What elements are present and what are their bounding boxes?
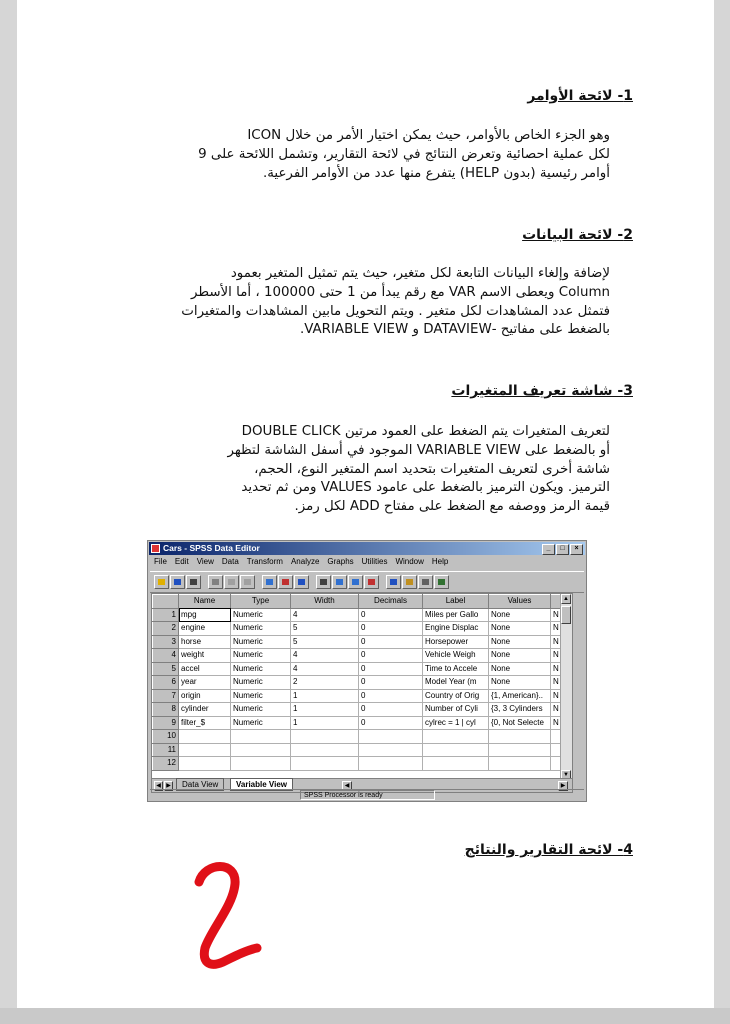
grid-cell[interactable]	[489, 757, 551, 771]
paragraph-line: لكل عملية احصائية وتعرض النتائج في لائحة التقارير، وتشمل اللائحة على 9	[198, 146, 610, 162]
grid-cell[interactable]: filter_$	[179, 716, 231, 730]
grid-cell[interactable]: Horsepower	[423, 635, 489, 649]
grid-cell[interactable]: Numeric	[231, 689, 291, 703]
grid-cell[interactable]: N	[551, 703, 563, 717]
menu-analyze[interactable]: Analyze	[290, 557, 320, 566]
table-row[interactable]	[153, 703, 563, 717]
split-file-icon[interactable]	[364, 575, 379, 589]
row-number[interactable]: 2	[153, 622, 179, 636]
grid-cell[interactable]: None	[489, 635, 551, 649]
grid-cell[interactable]	[179, 743, 231, 757]
row-number[interactable]: 10	[153, 730, 179, 744]
grid-cell[interactable]	[359, 757, 423, 771]
section-1-paragraph	[130, 127, 610, 183]
table-row[interactable]	[153, 757, 563, 771]
window-title: Cars - SPSS Data Editor	[163, 543, 260, 553]
toolbar	[150, 571, 584, 593]
grid-cell[interactable]: horse	[179, 635, 231, 649]
menu-window[interactable]: Window	[395, 557, 424, 566]
grid-cell[interactable]: 1	[291, 689, 359, 703]
use-sets-icon[interactable]	[434, 575, 449, 589]
grid-cell[interactable]	[423, 730, 489, 744]
handwritten-number	[185, 858, 265, 978]
row-number[interactable]: 3	[153, 635, 179, 649]
corner-cell[interactable]	[153, 595, 179, 609]
find-icon[interactable]	[316, 575, 331, 589]
grid-cell[interactable]: Numeric	[231, 716, 291, 730]
window-titlebar	[149, 542, 585, 555]
menu-bar	[150, 556, 584, 568]
grid-cell[interactable]: None	[489, 608, 551, 622]
grid-cell[interactable]	[359, 743, 423, 757]
grid-cell[interactable]: cylrec = 1 | cyl	[423, 716, 489, 730]
row-number[interactable]: 7	[153, 689, 179, 703]
scroll-down-arrow[interactable]: ▼	[561, 770, 571, 780]
table-row[interactable]	[153, 743, 563, 757]
grid-cell[interactable]: accel	[179, 662, 231, 676]
paragraph-line: لإضافة وإلغاء البيانات التابعة لكل متغير، حيث يتم تمثيل المتغير بعمود	[230, 266, 610, 281]
minimize-button[interactable]: _	[542, 544, 555, 555]
grid-cell[interactable]: N	[551, 622, 563, 636]
print-icon[interactable]	[186, 575, 201, 589]
grid-cell[interactable]: 0	[359, 703, 423, 717]
section-4-heading: 4- لائحة التقارير والنتائج	[464, 842, 633, 858]
grid-cell[interactable]: Model Year (m	[423, 676, 489, 690]
grid-cell[interactable]: Numeric	[231, 635, 291, 649]
grid-cell[interactable]: Numeric	[231, 649, 291, 663]
save-icon[interactable]	[170, 575, 185, 589]
grid-cell[interactable]	[291, 757, 359, 771]
grid-cell[interactable]: origin	[179, 689, 231, 703]
scroll-thumb[interactable]	[561, 606, 571, 624]
weight-cases-icon[interactable]	[386, 575, 401, 589]
grid-cell[interactable]: 1	[291, 716, 359, 730]
grid-cell[interactable]: 5	[291, 622, 359, 636]
section-3-heading: 3- شاشة تعريف المتغيرات	[451, 383, 633, 399]
grid-cell[interactable]: Numeric	[231, 703, 291, 717]
handwritten-stroke	[199, 867, 257, 965]
menu-utilities[interactable]: Utilities	[361, 557, 388, 566]
grid-cell[interactable]: 4	[291, 608, 359, 622]
grid-cell[interactable]: Engine Displac	[423, 622, 489, 636]
hscroll-left-arrow[interactable]: ◀	[342, 781, 352, 791]
grid-cell[interactable]	[291, 730, 359, 744]
undo-icon[interactable]	[224, 575, 239, 589]
grid-cell[interactable]: N	[551, 676, 563, 690]
bottom-margin	[0, 1008, 730, 1024]
grid-cell[interactable]: 0	[359, 716, 423, 730]
column-header[interactable]: Name	[179, 595, 231, 609]
close-button[interactable]: ×	[570, 544, 583, 555]
grid-cell[interactable]: 0	[359, 608, 423, 622]
dialog-recall-icon[interactable]	[208, 575, 223, 589]
grid-cell[interactable]	[179, 757, 231, 771]
paragraph-line: Column ويعطى الاسم VAR مع رقم يبدأ من 1 حتى 100000 ، أما الأسطر	[190, 284, 610, 300]
grid-cell[interactable]	[231, 757, 291, 771]
menu-transform[interactable]: Transform	[246, 557, 283, 566]
goto-case-icon[interactable]	[278, 575, 293, 589]
menu-edit[interactable]: Edit	[174, 557, 189, 566]
grid-cell[interactable]: N	[551, 649, 563, 663]
menu-file[interactable]: File	[154, 557, 167, 566]
grid-cell[interactable]	[179, 730, 231, 744]
tab-scroll-left[interactable]: ◀	[154, 781, 163, 791]
grid-cell[interactable]: {1, American}..	[489, 689, 551, 703]
paragraph-line: فتمثل عدد المشاهدات لكل متغير . ويتم التحويل مابين المشاهدات والمتغيرات	[181, 303, 610, 319]
grid-cell[interactable]: Numeric	[231, 676, 291, 690]
row-number[interactable]: 5	[153, 662, 179, 676]
row-number[interactable]: 12	[153, 757, 179, 771]
grid-cell[interactable]: Country of Orig	[423, 689, 489, 703]
grid-cell[interactable]	[489, 730, 551, 744]
table-row[interactable]	[153, 635, 563, 649]
grid-cell[interactable]: 4	[291, 649, 359, 663]
grid-cell[interactable]: 0	[359, 622, 423, 636]
paragraph-line: أوامر رئيسية (بدون HELP) يتفرع منها عدد من الأوامر الفرعية.	[262, 165, 610, 181]
grid-cell[interactable]	[231, 730, 291, 744]
vertical-scrollbar[interactable]	[560, 594, 572, 780]
grid-cell[interactable]: None	[489, 662, 551, 676]
value-labels-icon[interactable]	[418, 575, 433, 589]
grid-cell[interactable]: Time to Accele	[423, 662, 489, 676]
table-row[interactable]	[153, 622, 563, 636]
grid-cell[interactable]	[291, 743, 359, 757]
grid-cell[interactable]: Numeric	[231, 622, 291, 636]
section-2-paragraph	[130, 265, 610, 340]
column-header[interactable]: Values	[489, 595, 551, 609]
goto-chart-icon[interactable]	[262, 575, 277, 589]
table-row[interactable]	[153, 730, 563, 744]
grid-cell[interactable]: {3, 3 Cylinders	[489, 703, 551, 717]
grid-cell[interactable]	[231, 743, 291, 757]
grid-cell[interactable]: Numeric	[231, 662, 291, 676]
paragraph-line: بالضغط على مفاتيح -DATAVIEW و VARIABLE VIEW.	[299, 322, 610, 338]
grid-cell[interactable]: N	[551, 716, 563, 730]
paragraph-line: شاشة أخرى لتعريف المتغيرات بتحديد اسم المتغير النوع، الحجم،	[254, 461, 610, 477]
grid-cell[interactable]: 1	[291, 703, 359, 717]
paragraph-line: وهو الجزء الخاص بالأوامر، حيث يمكن اختيار الأمر من خلال ICON	[247, 128, 610, 143]
grid-cell[interactable]: N	[551, 662, 563, 676]
column-header[interactable]: Label	[423, 595, 489, 609]
insert-variable-icon[interactable]	[348, 575, 363, 589]
grid-cell[interactable]: Number of Cyli	[423, 703, 489, 717]
maximize-button[interactable]: □	[556, 544, 569, 555]
redo-icon[interactable]	[240, 575, 255, 589]
grid-cell[interactable]: 2	[291, 676, 359, 690]
status-bar	[150, 789, 584, 799]
variable-table	[152, 594, 563, 771]
grid-cell[interactable]: N	[551, 635, 563, 649]
scroll-up-arrow[interactable]: ▲	[561, 594, 571, 604]
paragraph-line: الترميز. ويكون الترميز بالضغط على عامود VALUES ومن ثم تحديد	[241, 480, 610, 496]
column-header[interactable]: Type	[231, 595, 291, 609]
table-row[interactable]	[153, 676, 563, 690]
grid-cell[interactable]: cylinder	[179, 703, 231, 717]
spss-app-icon	[151, 544, 160, 553]
grid-cell[interactable]: None	[489, 676, 551, 690]
tab-scroll-right[interactable]: ▶	[164, 781, 173, 791]
tab-data-view[interactable]: Data View	[176, 778, 224, 791]
grid-cell[interactable]: None	[489, 649, 551, 663]
row-number[interactable]: 6	[153, 676, 179, 690]
table-row[interactable]	[153, 716, 563, 730]
row-number[interactable]: 11	[153, 743, 179, 757]
column-header[interactable]: Decimals	[359, 595, 423, 609]
grid-cell[interactable]	[359, 730, 423, 744]
hscroll-right-arrow[interactable]: ▶	[558, 781, 568, 791]
grid-cell[interactable]: year	[179, 676, 231, 690]
grid-cell[interactable]: mpg	[179, 608, 231, 622]
section-1-heading: 1- لائحة الأوامر	[527, 88, 633, 104]
grid-cell[interactable]: Miles per Gallo	[423, 608, 489, 622]
row-number[interactable]: 9	[153, 716, 179, 730]
grid-cell[interactable]: 0	[359, 635, 423, 649]
section-3-paragraph	[130, 423, 610, 517]
row-number[interactable]: 1	[153, 608, 179, 622]
grid-cell[interactable]	[423, 743, 489, 757]
grid-cell[interactable]: 0	[359, 649, 423, 663]
select-cases-icon[interactable]	[402, 575, 417, 589]
open-icon[interactable]	[154, 575, 169, 589]
row-number[interactable]: 8	[153, 703, 179, 717]
menu-data[interactable]: Data	[221, 557, 239, 566]
status-text: SPSS Processor is ready	[300, 790, 435, 800]
insert-case-icon[interactable]	[332, 575, 347, 589]
table-row[interactable]	[153, 649, 563, 663]
grid-cell[interactable]	[489, 743, 551, 757]
grid-cell[interactable]: {0, Not Selecte	[489, 716, 551, 730]
table-row[interactable]	[153, 662, 563, 676]
paragraph-line: قيمة الرمز ووصفه مع الضغط على مفتاح ADD لكل رمز.	[294, 499, 610, 515]
section-2-heading: 2- لائحة البيانات	[522, 227, 633, 243]
row-number[interactable]: 4	[153, 649, 179, 663]
grid-cell[interactable]: 0	[359, 676, 423, 690]
paragraph-line: أو بالضغط على VARIABLE VIEW الموجود في أسفل الشاشة لتظهر	[227, 442, 610, 458]
grid-cell[interactable]: engine	[179, 622, 231, 636]
grid-cell[interactable]: 5	[291, 635, 359, 649]
grid-cell[interactable]: 4	[291, 662, 359, 676]
table-row[interactable]	[153, 689, 563, 703]
column-header[interactable]: Width	[291, 595, 359, 609]
grid-cell[interactable]: 0	[359, 662, 423, 676]
grid-cell[interactable]: weight	[179, 649, 231, 663]
tab-variable-view[interactable]: Variable View	[230, 778, 293, 791]
menu-view[interactable]: View	[196, 557, 214, 566]
paragraph-line: لتعريف المتغيرات يتم الضغط على العمود مرتين DOUBLE CLICK	[241, 424, 610, 439]
variables-icon[interactable]	[294, 575, 309, 589]
grid-cell[interactable]: Vehicle Weigh	[423, 649, 489, 663]
table-row[interactable]	[153, 608, 563, 622]
grid-cell[interactable]	[423, 757, 489, 771]
grid-cell[interactable]: Numeric	[231, 608, 291, 622]
grid-cell[interactable]: 0	[359, 689, 423, 703]
variable-view-grid	[151, 593, 573, 793]
menu-graphs[interactable]: Graphs	[327, 557, 354, 566]
spss-data-editor-window	[147, 540, 587, 802]
grid-cell[interactable]: N	[551, 689, 563, 703]
menu-help[interactable]: Help	[431, 557, 449, 566]
grid-cell[interactable]: N	[551, 608, 563, 622]
grid-cell[interactable]: None	[489, 622, 551, 636]
